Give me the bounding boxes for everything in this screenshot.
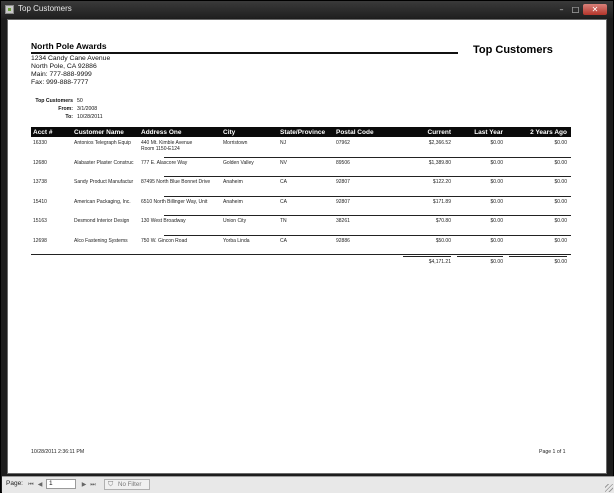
cell-name: Antonios Telegraph Equip (74, 140, 131, 146)
param-label-top-customers: Top Customers (35, 98, 73, 104)
cell-postal: 92807 (336, 179, 350, 185)
first-page-icon[interactable]: ⏮ (28, 481, 34, 488)
cell-last-year: $0.00 (490, 218, 503, 224)
cell-last-year: $0.00 (490, 237, 503, 244)
cell-name: American Packaging, Inc. (74, 198, 131, 205)
column-header: Current (427, 128, 451, 136)
report-page (8, 20, 606, 473)
column-header: State/Province (280, 128, 326, 136)
cell-two-years-ago: $0.00 (554, 237, 567, 244)
table-row (31, 138, 571, 158)
cell-name: Alco Fastening Systems (74, 237, 128, 244)
total-last-year: $0.00 (490, 259, 503, 265)
cell-acct: 15163 (33, 218, 47, 224)
cell-address: 440 Mt. Kimble Avenue (141, 140, 193, 146)
cell-acct: 12698 (33, 237, 47, 244)
cell-state: NV (280, 159, 287, 166)
cell-address: 6510 North Billinger Way, Unit (141, 198, 208, 205)
cell-name: Alabaster Plaster Construc (74, 159, 134, 166)
cell-two-years-ago: $0.00 (554, 198, 567, 205)
param-label-to: To: (65, 114, 73, 120)
cell-city: Morristown (223, 140, 248, 146)
cell-two-years-ago: $0.00 (554, 179, 567, 185)
cell-current: $122.20 (432, 179, 451, 185)
cell-city: Anaheim (223, 179, 243, 185)
header-divider (31, 52, 458, 54)
cell-state: NJ (280, 140, 287, 146)
window-title: Top Customers (18, 4, 72, 13)
table-row (31, 177, 571, 197)
close-button[interactable]: ✕ (583, 4, 607, 15)
phone-main: Main: 777-888-9999 (31, 71, 92, 78)
cell-name: Desmond Interior Design (74, 218, 130, 224)
table-row (31, 216, 571, 236)
report-app-icon (5, 5, 14, 14)
cell-postal: 07962 (336, 140, 350, 146)
table-row (31, 236, 571, 256)
cell-current: $1,389.80 (428, 159, 451, 166)
cell-address: 87495 North Blue Bonnet Drive (141, 179, 211, 185)
param-value-top-customers: 50 (77, 98, 83, 104)
cell-name: Sandy Product Manufactur (74, 179, 134, 185)
company-name: North Pole Awards (31, 41, 107, 51)
filter-button[interactable] (104, 479, 150, 490)
page-number: Page 1 of 1 (539, 449, 566, 455)
cell-city: Yorba Linda (223, 237, 250, 244)
cell-address-two: Room 1150-E124 (141, 146, 180, 152)
cell-last-year: $0.00 (490, 179, 503, 185)
cell-acct: 16330 (33, 140, 47, 146)
table-row (31, 158, 571, 178)
cell-two-years-ago: $0.00 (554, 159, 567, 166)
column-header: Address One (141, 128, 182, 136)
total-rule-last-year (457, 256, 503, 257)
cell-postal: 92807 (336, 198, 350, 205)
cell-current: $70.80 (435, 218, 451, 224)
cell-address: 777 E. Alascore Way (141, 159, 188, 166)
minimize-button[interactable]: – (559, 5, 564, 14)
cell-acct: 12680 (33, 159, 47, 166)
cell-city: Union City (223, 218, 247, 224)
cell-state: CA (280, 237, 287, 244)
record-navigation-bar (2, 476, 614, 493)
cell-state: CA (280, 198, 287, 205)
column-header: 2 Years Ago (530, 128, 567, 136)
param-value-from: 3/1/2008 (77, 106, 98, 112)
previous-page-icon[interactable]: ◀ (37, 481, 43, 488)
cell-last-year: $0.00 (490, 140, 503, 146)
cell-city: Golden Valley (223, 159, 254, 166)
cell-state: TN (280, 218, 287, 224)
column-header: Customer Name (74, 128, 124, 136)
maximize-button[interactable]: □ (571, 5, 580, 14)
cell-postal: 38261 (336, 218, 350, 224)
table-row (31, 197, 571, 217)
page-label: Page: (6, 480, 23, 487)
cell-current: $2,366.52 (428, 140, 451, 146)
cell-address: 750 W. Gincon Road (141, 237, 188, 244)
cell-city: Anaheim (223, 198, 243, 205)
report-preview-area[interactable] (7, 19, 607, 474)
phone-fax: Fax: 999-888-7777 (31, 79, 89, 86)
cell-current: $50.00 (435, 237, 451, 244)
param-value-to: 10/28/2011 (77, 114, 103, 120)
total-current: $4,171.21 (428, 259, 451, 265)
column-header: Last Year (474, 128, 503, 136)
next-page-icon[interactable]: ▶ (81, 481, 87, 488)
column-header: Postal Code (336, 128, 374, 136)
total-two-years-ago: $0.00 (554, 259, 567, 265)
print-timestamp: 10/28/2011 2:36:11 PM (31, 449, 85, 455)
cell-acct: 15410 (33, 198, 47, 205)
column-header: Acct # (33, 128, 53, 136)
cell-two-years-ago: $0.00 (554, 140, 567, 146)
address-line: 1234 Candy Cane Avenue (31, 55, 111, 62)
title-bar[interactable] (1, 1, 613, 18)
resize-grip[interactable] (605, 484, 613, 492)
param-label-from: From: (58, 106, 73, 112)
report-title: Top Customers (473, 44, 553, 56)
total-rule-two-years (509, 256, 567, 257)
last-page-icon[interactable]: ⏭ (90, 481, 96, 488)
filter-label: No Filter (118, 481, 142, 488)
cell-address: 130 West Broadway (141, 218, 186, 224)
column-header: City (223, 128, 236, 136)
cell-postal: 92886 (336, 237, 350, 244)
cell-state: CA (280, 179, 287, 185)
cell-last-year: $0.00 (490, 198, 503, 205)
page-number-input[interactable]: 1 (46, 479, 76, 489)
row-separator (31, 254, 571, 255)
total-rule-current (403, 256, 451, 257)
filter-icon: ⛉ (108, 481, 114, 488)
cell-two-years-ago: $0.00 (554, 218, 567, 224)
cell-current: $171.89 (432, 198, 451, 205)
address-line: North Pole, CA 92886 (31, 63, 97, 70)
cell-acct: 13738 (33, 179, 47, 185)
cell-last-year: $0.00 (490, 159, 503, 166)
table-header (31, 127, 571, 137)
cell-postal: 89506 (336, 159, 350, 166)
